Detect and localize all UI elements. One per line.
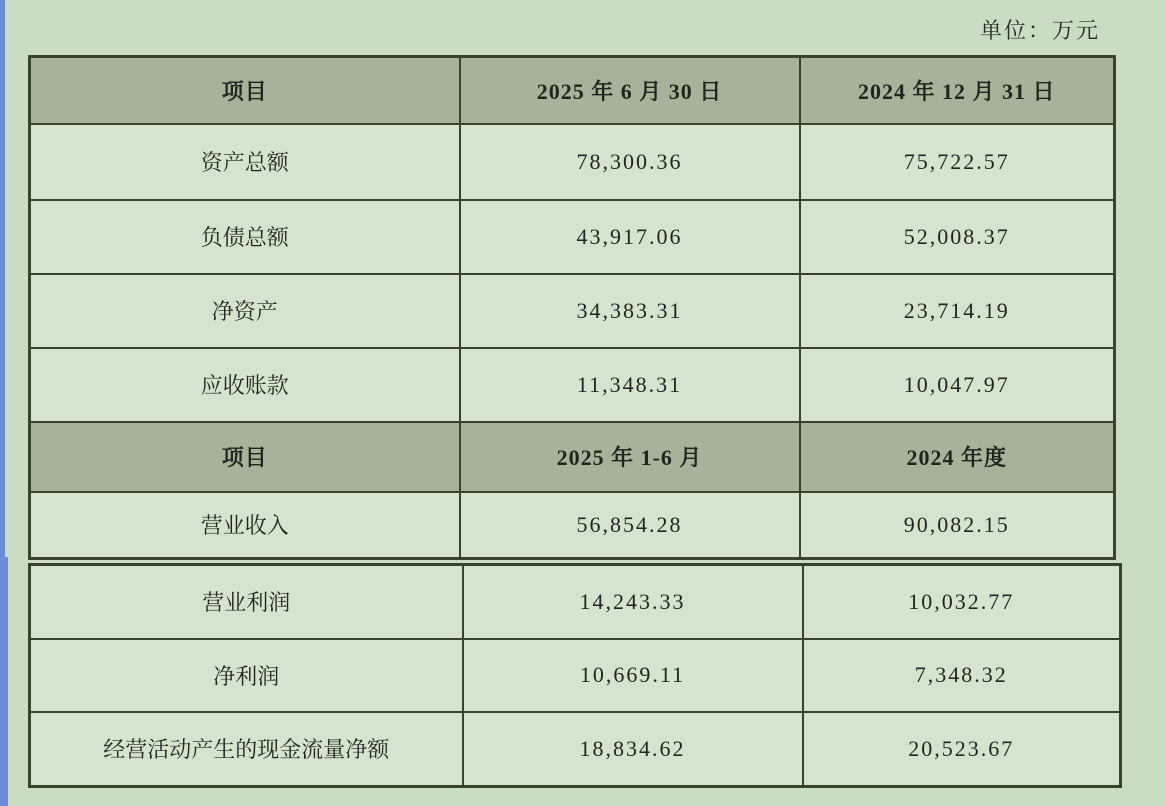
table-row [30,200,1115,274]
row-label: 净利润 [30,639,463,712]
header-cell-period-2024: 2024 年度 [800,422,1115,492]
table-row [30,124,1115,200]
value-cell: 10,032.77 [803,565,1121,639]
table-row [30,565,1121,639]
value-cell: 75,722.57 [800,124,1115,200]
header-cell-item: 项目 [30,57,460,124]
value-cell: 20,523.67 [803,712,1121,787]
value-cell: 34,383.31 [460,274,800,348]
value-cell: 90,082.15 [800,492,1115,559]
value-cell: 10,669.11 [463,639,803,712]
value-cell: 23,714.19 [800,274,1115,348]
table-row [30,274,1115,348]
header-cell-period-2025: 2025 年 1-6 月 [460,422,800,492]
header-cell-item: 项目 [30,422,460,492]
table-row [30,639,1121,712]
table-row [30,348,1115,422]
value-cell: 11,348.31 [460,348,800,422]
value-cell: 7,348.32 [803,639,1121,712]
value-cell: 43,917.06 [460,200,800,274]
page-edge-strip-bottom [0,557,8,806]
value-cell: 52,008.37 [800,200,1115,274]
row-label: 营业利润 [30,565,463,639]
table-header-row [30,57,1115,124]
row-label: 负债总额 [30,200,460,274]
value-cell: 14,243.33 [463,565,803,639]
financial-summary-table-upper [28,55,1116,560]
row-label: 经营活动产生的现金流量净额 [30,712,463,787]
table-row [30,712,1121,787]
row-label: 营业收入 [30,492,460,559]
value-cell: 56,854.28 [460,492,800,559]
unit-label: 单位：万元 [979,18,1100,43]
value-cell: 78,300.36 [460,124,800,200]
table-header-row [30,422,1115,492]
page-edge-strip-top [0,0,5,557]
row-label: 应收账款 [30,348,460,422]
header-cell-date-2024: 2024 年 12 月 31 日 [800,57,1115,124]
financial-summary-table-lower [28,563,1122,788]
row-label: 净资产 [30,274,460,348]
value-cell: 18,834.62 [463,712,803,787]
row-label: 资产总额 [30,124,460,200]
header-cell-date-2025: 2025 年 6 月 30 日 [460,57,800,124]
value-cell: 10,047.97 [800,348,1115,422]
table-row [30,492,1115,559]
